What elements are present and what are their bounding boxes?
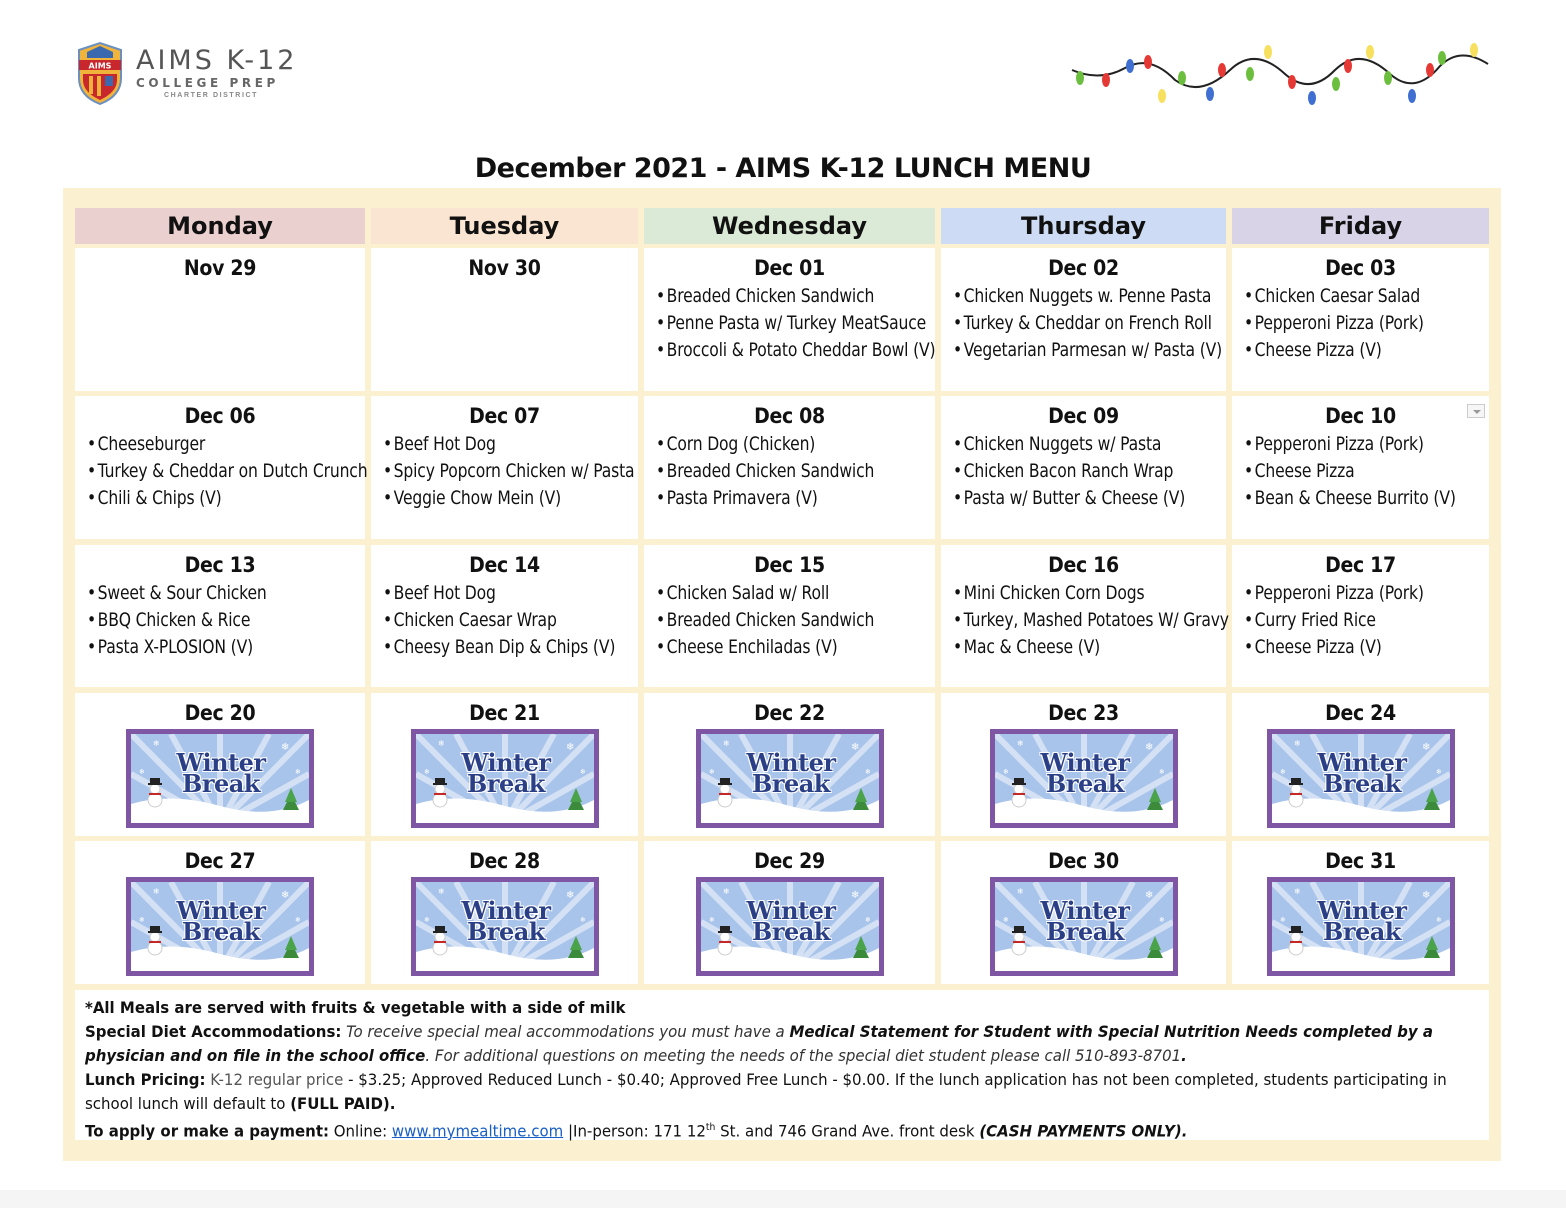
day-cell xyxy=(371,396,638,539)
menu-item: • Mac & Cheese (V) xyxy=(953,634,1244,661)
menu-item: • Breaded Chicken Sandwich xyxy=(656,607,953,634)
menu-item: • BBQ Chicken & Rice xyxy=(87,607,383,634)
winter-break-banner xyxy=(990,877,1178,976)
day-date: Dec 24 xyxy=(1325,701,1396,725)
day-cell xyxy=(371,545,638,687)
day-header-tuesday: Tuesday xyxy=(371,208,638,244)
day-cell xyxy=(644,396,935,539)
svg-text:❄: ❄ xyxy=(1294,887,1301,896)
winter-break-banner xyxy=(990,729,1178,828)
day-date: Dec 17 xyxy=(1325,553,1396,577)
day-date: Dec 09 xyxy=(1048,404,1119,428)
page-title: December 2021 - AIMS K-12 LUNCH MENU xyxy=(474,153,1092,184)
day-date: Dec 07 xyxy=(469,404,540,428)
day-cell xyxy=(644,841,935,984)
menu-item: • Vegetarian Parmesan w/ Pasta (V) xyxy=(953,337,1244,364)
day-cell xyxy=(1232,693,1489,836)
winter-break-text: Winter Break xyxy=(176,748,266,798)
svg-text:❄: ❄ xyxy=(1436,917,1442,924)
svg-text:❄: ❄ xyxy=(424,917,430,924)
svg-text:❄: ❄ xyxy=(723,739,730,748)
winter-break-text: Winter Break xyxy=(1317,896,1407,946)
day-cell xyxy=(1232,545,1489,687)
menu-item: • Beef Hot Dog xyxy=(383,431,655,458)
address-text: St. and 746 Grand Ave. front desk xyxy=(715,1121,980,1141)
svg-text:❄: ❄ xyxy=(438,887,445,896)
apply-payment-label: To apply or make a payment: xyxy=(85,1121,329,1141)
winter-break-text: Winter Break xyxy=(1040,896,1130,946)
day-cell xyxy=(1232,396,1489,539)
menu-item: • Cheese Pizza (V) xyxy=(1244,634,1505,661)
menu-item: • Pepperoni Pizza (Pork) xyxy=(1244,431,1505,458)
day-header-wednesday: Wednesday xyxy=(644,208,935,244)
menu-item: • Cheeseburger xyxy=(87,431,383,458)
winter-break-text: Winter Break xyxy=(746,896,836,946)
special-diet-text-2: . For additional questions on meeting the needs of the special diet student please call 510-893-8701 xyxy=(425,1046,1182,1065)
menu-items-list xyxy=(941,431,1226,512)
winter-break-banner xyxy=(696,877,884,976)
svg-text:❄: ❄ xyxy=(1159,769,1165,776)
in-person-text: |In-person: 171 12 xyxy=(563,1121,706,1141)
day-date: Dec 30 xyxy=(1048,849,1119,873)
menu-items-list xyxy=(644,431,935,512)
svg-text:❄: ❄ xyxy=(1145,742,1154,753)
svg-text:❄: ❄ xyxy=(139,917,145,924)
svg-text:❄: ❄ xyxy=(865,917,871,924)
day-cell xyxy=(75,396,368,539)
day-date: Dec 16 xyxy=(1048,553,1119,577)
svg-text:❄: ❄ xyxy=(723,887,730,896)
shield-text: AIMS xyxy=(88,61,112,71)
day-cell xyxy=(1232,841,1489,984)
menu-items-list xyxy=(644,283,935,364)
svg-text:❄: ❄ xyxy=(1003,917,1009,924)
day-cell xyxy=(75,545,365,687)
menu-item: • Cheese Enchiladas (V) xyxy=(656,634,953,661)
notes-meals-line: *All Meals are served with fruits & vegetable with a side of milk xyxy=(85,998,626,1017)
day-date: Dec 31 xyxy=(1325,849,1396,873)
menu-item: • Cheese Pizza xyxy=(1244,458,1505,485)
menu-item: • Penne Pasta w/ Turkey MeatSauce xyxy=(656,310,953,337)
svg-text:❄: ❄ xyxy=(153,887,160,896)
svg-text:❄: ❄ xyxy=(424,769,430,776)
day-date: Dec 20 xyxy=(184,701,256,725)
day-date: Dec 21 xyxy=(469,701,540,725)
svg-text:❄: ❄ xyxy=(1422,890,1431,901)
winter-break-banner xyxy=(411,729,599,828)
menu-items-list xyxy=(371,580,638,661)
menu-items-list xyxy=(75,431,368,512)
brand-name: AIMS K-12 xyxy=(136,45,298,76)
day-cell xyxy=(75,841,365,984)
winter-break-text: Winter Break xyxy=(461,748,551,798)
svg-text:❄: ❄ xyxy=(580,769,586,776)
menu-item: • Mini Chicken Corn Dogs xyxy=(953,580,1244,607)
menu-item: • Corn Dog (Chicken) xyxy=(656,431,953,458)
menu-items-list xyxy=(75,580,365,661)
svg-text:❄: ❄ xyxy=(1436,769,1442,776)
svg-text:❄: ❄ xyxy=(709,917,715,924)
day-header-friday: Friday xyxy=(1232,208,1489,244)
day-date: Dec 03 xyxy=(1325,256,1396,280)
svg-text:❄: ❄ xyxy=(865,769,871,776)
day-cell xyxy=(941,248,1226,391)
cash-only-text: (CASH PAYMENTS ONLY). xyxy=(979,1121,1188,1141)
svg-text:❄: ❄ xyxy=(281,742,290,753)
winter-break-text: Winter Break xyxy=(1040,748,1130,798)
day-cell xyxy=(75,248,365,391)
day-cell xyxy=(941,693,1226,836)
day-cell xyxy=(941,545,1229,687)
day-date: Dec 06 xyxy=(184,404,256,428)
menu-item: • Pasta w/ Butter & Cheese (V) xyxy=(953,485,1244,512)
day-date: Nov 30 xyxy=(468,256,541,280)
svg-text:❄: ❄ xyxy=(1017,887,1024,896)
menu-item: • Chicken Bacon Ranch Wrap xyxy=(953,458,1244,485)
day-cell xyxy=(644,545,935,687)
menu-item: • Breaded Chicken Sandwich xyxy=(656,283,953,310)
menu-item: • Turkey & Cheddar on Dutch Crunch xyxy=(87,458,383,485)
day-date: Dec 08 xyxy=(754,404,825,428)
day-date: Dec 23 xyxy=(1048,701,1119,725)
svg-text:❄: ❄ xyxy=(139,769,145,776)
menu-item: • Chicken Caesar Wrap xyxy=(383,607,655,634)
day-header-monday: Monday xyxy=(75,208,365,244)
menu-item: • Sweet & Sour Chicken xyxy=(87,580,383,607)
menu-item: • Turkey, Mashed Potatoes W/ Gravy xyxy=(953,607,1244,634)
day-cell xyxy=(1232,248,1489,391)
winter-break-text: Winter Break xyxy=(176,896,266,946)
menu-item: • Pasta X-PLOSION (V) xyxy=(87,634,383,661)
menu-item: • Chicken Nuggets w. Penne Pasta xyxy=(953,283,1244,310)
winter-break-text: Winter Break xyxy=(461,896,551,946)
day-cell xyxy=(371,841,638,984)
menu-item: • Beef Hot Dog xyxy=(383,580,655,607)
lunch-pricing-text: - $3.25; Approved Reduced Lunch - $0.40; Approved Free Lunch - $0.00. If the lunch application has not been completed, students participating in school lunch will default to xyxy=(85,1070,1447,1113)
svg-text:❄: ❄ xyxy=(153,739,160,748)
dropdown-toggle[interactable] xyxy=(1467,404,1485,418)
winter-break-banner xyxy=(1267,729,1455,828)
menu-items-list xyxy=(644,580,935,661)
menu-items-list xyxy=(941,283,1226,364)
shield-icon xyxy=(75,40,125,106)
menu-item: • Chicken Nuggets w/ Pasta xyxy=(953,431,1244,458)
winter-break-text: Winter Break xyxy=(746,748,836,798)
day-date: Dec 14 xyxy=(469,553,540,577)
day-cell xyxy=(941,396,1226,539)
svg-text:❄: ❄ xyxy=(281,890,290,901)
day-cell xyxy=(644,248,935,391)
menu-item: • Chicken Caesar Salad xyxy=(1244,283,1505,310)
christmas-lights-icon xyxy=(1070,40,1490,112)
winter-break-banner xyxy=(411,877,599,976)
brand-subtitle-2: CHARTER DISTRICT xyxy=(164,92,259,99)
day-date: Nov 29 xyxy=(183,256,257,280)
menu-notes xyxy=(75,990,1489,1140)
day-cell xyxy=(371,693,638,836)
special-diet-label: Special Diet Accommodations: xyxy=(85,1022,342,1041)
svg-text:❄: ❄ xyxy=(566,742,575,753)
menu-item: • Turkey & Cheddar on French Roll xyxy=(953,310,1244,337)
menu-item: • Pasta Primavera (V) xyxy=(656,485,953,512)
day-date: Dec 28 xyxy=(469,849,540,873)
district-logo xyxy=(75,40,315,106)
menu-item: • Pepperoni Pizza (Pork) xyxy=(1244,310,1505,337)
winter-break-text: Winter Break xyxy=(1317,748,1407,798)
svg-text:❄: ❄ xyxy=(438,739,445,748)
winter-break-banner xyxy=(1267,877,1455,976)
day-cell xyxy=(75,693,365,836)
svg-text:❄: ❄ xyxy=(1159,917,1165,924)
svg-text:❄: ❄ xyxy=(851,742,860,753)
svg-text:❄: ❄ xyxy=(580,917,586,924)
menu-items-list xyxy=(1232,283,1489,364)
svg-text:❄: ❄ xyxy=(1280,769,1286,776)
day-date: Dec 10 xyxy=(1325,404,1396,428)
menu-items-list xyxy=(941,580,1229,661)
menu-items-list xyxy=(1232,431,1489,512)
lunch-pricing-muted: K-12 regular price xyxy=(205,1070,344,1089)
apply-online-text: Online: xyxy=(328,1121,392,1141)
day-date: Dec 27 xyxy=(184,849,256,873)
day-cell xyxy=(371,248,638,391)
svg-text:❄: ❄ xyxy=(1280,917,1286,924)
menu-item: • Bean & Cheese Burrito (V) xyxy=(1244,485,1505,512)
brand-subtitle: COLLEGE PREP xyxy=(136,76,279,90)
special-diet-text-1: To receive special meal accommodations you must have a xyxy=(341,1022,790,1041)
svg-text:❄: ❄ xyxy=(1017,739,1024,748)
menu-items-list xyxy=(1232,580,1489,661)
menu-item: • Cheesy Bean Dip & Chips (V) xyxy=(383,634,655,661)
menu-item: • Spicy Popcorn Chicken w/ Pasta xyxy=(383,458,655,485)
svg-text:❄: ❄ xyxy=(1145,890,1154,901)
page-bottom-strip xyxy=(0,1190,1566,1208)
svg-text:❄: ❄ xyxy=(1294,739,1301,748)
svg-text:❄: ❄ xyxy=(709,769,715,776)
menu-item: • Breaded Chicken Sandwich xyxy=(656,458,953,485)
ordinal-suffix: th xyxy=(705,1122,716,1133)
special-diet-end: . xyxy=(1181,1046,1187,1065)
menu-item: • Chili & Chips (V) xyxy=(87,485,383,512)
full-paid-text: (FULL PAID). xyxy=(290,1094,396,1113)
svg-text:❄: ❄ xyxy=(566,890,575,901)
mymealtime-link[interactable]: www.mymealtime.com xyxy=(391,1121,564,1141)
svg-text:❄: ❄ xyxy=(1422,742,1431,753)
menu-item: • Broccoli & Potato Cheddar Bowl (V) xyxy=(656,337,953,364)
day-date: Dec 29 xyxy=(754,849,825,873)
svg-text:❄: ❄ xyxy=(851,890,860,901)
day-cell xyxy=(941,841,1226,984)
day-date: Dec 15 xyxy=(754,553,825,577)
lunch-pricing-label: Lunch Pricing: xyxy=(85,1070,206,1089)
winter-break-banner xyxy=(126,729,314,828)
menu-item: • Chicken Salad w/ Roll xyxy=(656,580,953,607)
svg-text:❄: ❄ xyxy=(295,769,301,776)
day-date: Dec 13 xyxy=(184,553,256,577)
day-date: Dec 22 xyxy=(754,701,825,725)
medical-statement-text: Medical Statement for Student with Special Nutrition Needs completed by a physician and on file in the school office xyxy=(85,1022,1433,1065)
winter-break-banner xyxy=(696,729,884,828)
day-header-thursday: Thursday xyxy=(941,208,1226,244)
menu-item: • Veggie Chow Mein (V) xyxy=(383,485,655,512)
menu-item: • Pepperoni Pizza (Pork) xyxy=(1244,580,1505,607)
menu-item: • Curry Fried Rice xyxy=(1244,607,1505,634)
day-cell xyxy=(644,693,935,836)
menu-items-list xyxy=(371,431,638,512)
day-date: Dec 01 xyxy=(754,256,825,280)
svg-text:❄: ❄ xyxy=(295,917,301,924)
day-date: Dec 02 xyxy=(1048,256,1119,280)
menu-item: • Cheese Pizza (V) xyxy=(1244,337,1505,364)
svg-text:❄: ❄ xyxy=(1003,769,1009,776)
winter-break-banner xyxy=(126,877,314,976)
